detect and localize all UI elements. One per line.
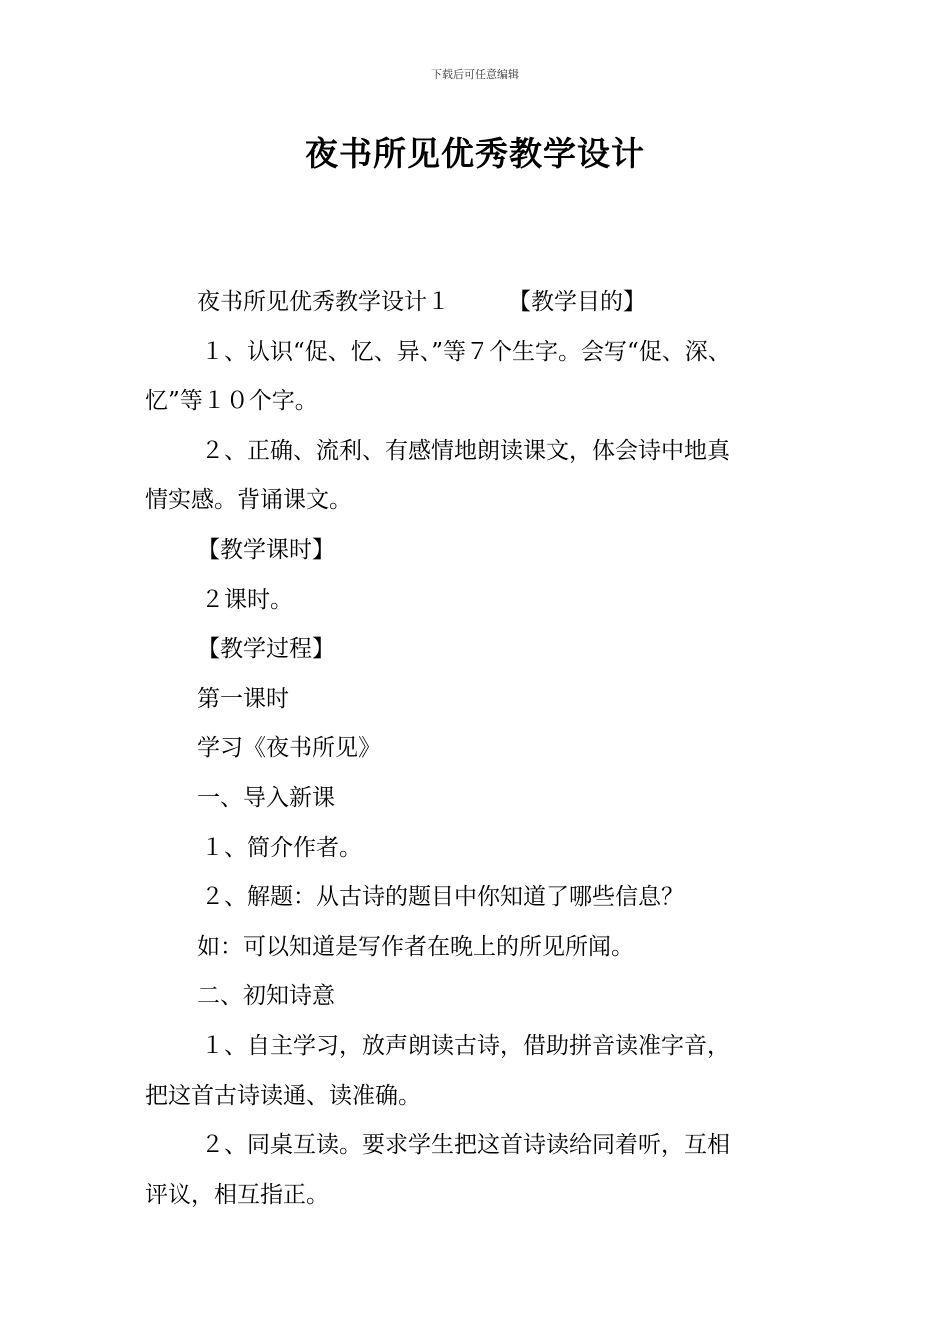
section-heading-process: 【教学过程】 bbox=[197, 636, 335, 663]
header-note: 下载后可任意编辑 bbox=[431, 68, 519, 81]
section-1-heading: 一、导入新课 bbox=[197, 784, 335, 811]
section-heading-goals: 【教学目的】 bbox=[508, 289, 646, 315]
paragraph-goal-1-cont: 忆”等１０个字。 bbox=[145, 388, 318, 415]
paragraph-2-1-cont: 把这首古诗读通、读准确。 bbox=[145, 1082, 421, 1109]
paragraph-2-1: １、自主学习，放声朗读古诗，借助拼音读准字音， bbox=[201, 1032, 730, 1059]
paragraph-1-1: １、简介作者。 bbox=[201, 834, 362, 861]
paragraph-2-2-cont: 评议，相互指正。 bbox=[145, 1181, 329, 1208]
study-heading: 学习《夜书所见》 bbox=[197, 735, 381, 762]
paragraph-goal-2-cont: 情实感。背诵课文。 bbox=[145, 487, 352, 514]
intro-line bbox=[145, 278, 825, 328]
section-heading-hours: 【教学课时】 bbox=[197, 536, 335, 563]
section-2-heading: 二、初知诗意 bbox=[197, 983, 335, 1010]
paragraph-goal-2: ２、正确、流利、有感情地朗读课文，体会诗中地真 bbox=[201, 437, 730, 464]
document-title: 夜书所见优秀教学设计 bbox=[305, 134, 645, 173]
paragraph-example: 如：可以知道是写作者在晚上的所见所闻。 bbox=[197, 933, 634, 960]
paragraph-1-2: ２、解题：从古诗的题目中你知道了哪些信息？ bbox=[201, 884, 684, 911]
intro-text: 夜书所见优秀教学设计１ bbox=[197, 289, 450, 315]
document-body bbox=[145, 278, 825, 1220]
paragraph-hours: ２课时。 bbox=[201, 586, 293, 613]
lesson-heading: 第一课时 bbox=[197, 685, 289, 712]
paragraph-2-2: ２、同桌互读。要求学生把这首诗读给同着听，互相 bbox=[201, 1132, 730, 1159]
paragraph-goal-1: １、认识“促、忆、异、”等７个生字。会写“促、深、 bbox=[201, 338, 731, 365]
